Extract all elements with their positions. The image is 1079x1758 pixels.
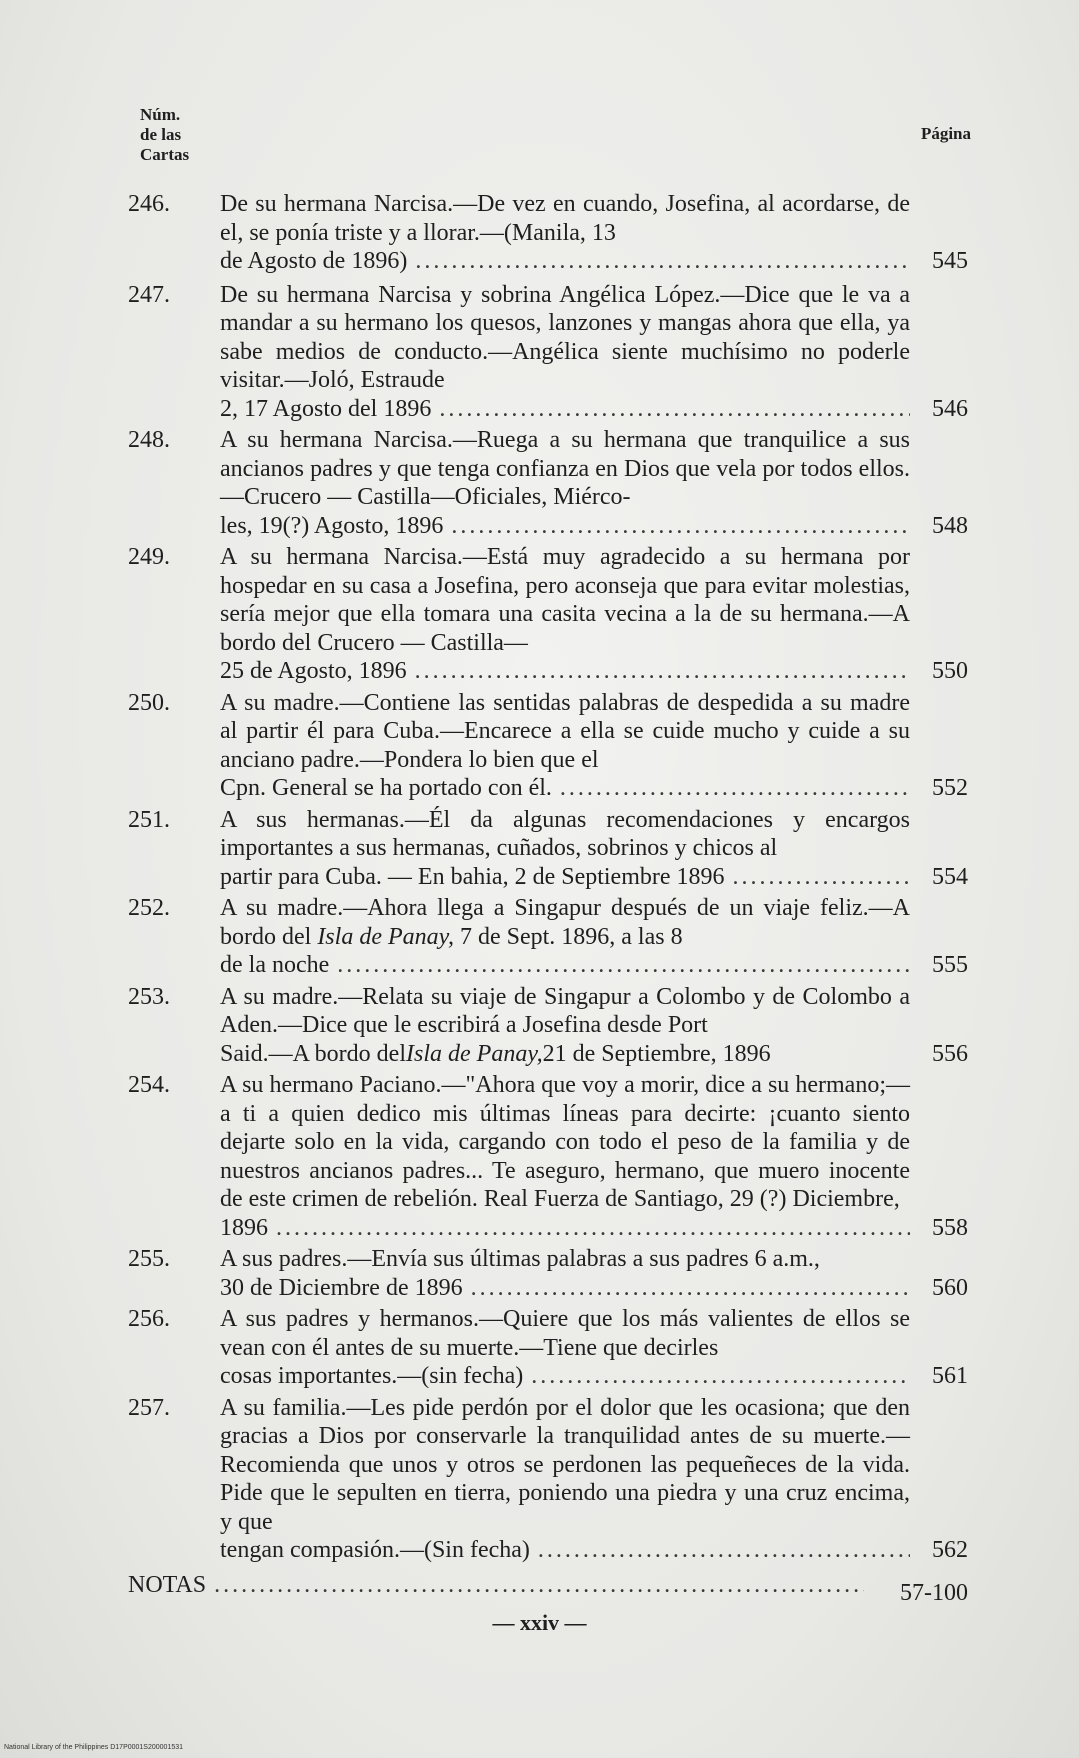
entry-page: 556: [932, 1040, 968, 1067]
column-header-pagina: Página: [920, 124, 971, 143]
entry-page: 548: [932, 512, 968, 539]
entry-page: 558: [932, 1214, 968, 1241]
library-footer: National Library of the Philippines D17P0001S200001531: [4, 1744, 184, 1751]
leader-dots: [733, 863, 910, 892]
entry-number: 246.: [128, 191, 170, 217]
entry-text: A su hermana Narcisa.—Está muy agradecido a su hermana por hospedar en su casa a Josefina, pero aconseja que para evitar molestias, sería mejor que ella tomara una casita vecina a la de su hermana.—A bordo del Crucero — Castilla—: [220, 544, 910, 656]
header-de-las: de las: [140, 125, 182, 144]
leader-dots: [451, 512, 910, 541]
toc-entry-253: [128, 983, 968, 1069]
page-number: — xxiv —: [492, 1610, 587, 1635]
entry-number: 251.: [128, 806, 170, 833]
entry-number: 249.: [128, 544, 170, 570]
entry-text-last: 30 de Diciembre de 1896: [220, 1274, 463, 1301]
toc-entry-notas: [128, 1571, 968, 1606]
entry-number: 252.: [128, 895, 170, 921]
entry-page: 555: [932, 952, 968, 978]
entry-text: A su madre.—Relata su viaje de Singapur a Colombo y de Colombo a Aden.—Dice que le escribirá a Josefina desde Port: [220, 983, 910, 1038]
entry-number: 254.: [128, 1072, 170, 1098]
notes-label: NOTAS: [128, 1571, 207, 1598]
entry-page: 552: [932, 775, 968, 801]
leader-dots: [531, 1362, 910, 1391]
toc-entry-246: [128, 190, 968, 276]
leader-dots: [415, 657, 910, 686]
entry-text: A su hermano Paciano.—"Ahora que voy a morir, dice a su hermano;—a ti a quien dedico mis últimas líneas para decirte: ¡cuanto siento dejarte solo en la vida, cargando con todo el peso de la familia y de nuestros ancianos padres... Te aseguro, hermano, que muero inocente de este crimen de rebelión. Real Fuerza de Santiago, 29 (?) Diciembre,: [220, 1072, 910, 1212]
entry-text: De su hermana Narcisa y sobrina Angélica López.—Dice que le va a mandar a su hermano los quesos, lanzones y mangas ahora que ella, ya sabe medios de conducto.—Angélica siente muchísimo no poderle visitar.—Joló, Estraude: [220, 281, 910, 393]
entry-text-last: cosas importantes.—(sin fecha): [220, 1363, 524, 1389]
entry-number: 256.: [128, 1306, 170, 1332]
toc-entry-255: [128, 1245, 968, 1302]
entry-page: 560: [932, 1274, 968, 1301]
entry-text-b: 7 de Sept. 1896, a las 8: [453, 923, 683, 950]
leader-dots: [214, 1571, 864, 1600]
entry-text-last: 25 de Agosto, 1896: [220, 658, 407, 684]
leader-dots: [471, 1274, 910, 1303]
entry-text-last: partir para Cuba. — En bahia, 2 de Septiembre 1896: [220, 863, 725, 890]
entry-text-last: tengan compasión.—(Sin fecha): [220, 1537, 530, 1563]
table-of-contents: [128, 190, 968, 1606]
entry-text-last: Cpn. General se ha portado con él.: [220, 775, 552, 801]
entry-number: 253.: [128, 983, 170, 1010]
entry-text: A su familia.—Les pide perdón por el dolor que les ocasiona; que den gracias a Dios por conservarle la tranquilidad antes de su muerte.—Recomienda que unos y otros se perdonen las pequeñeces de la vida. Pide que le sepulten en tierra, poniendo una piedra y una cruz encima, y que: [220, 1394, 910, 1535]
entry-text: A sus padres.—Envía sus últimas palabras a sus padres 6 a.m.,: [220, 1246, 820, 1272]
entry-text: A sus hermanas.—Él da algunas recomendaciones y encargos importantes a sus hermanas, cuñados, sobrinos y chicos al: [220, 806, 910, 861]
entry-text-last-b: 21 de Septiembre, 1896: [542, 1040, 771, 1067]
ship-name: Isla de Panay,: [406, 1040, 543, 1067]
toc-entry-250: [128, 689, 968, 803]
leader-dots: [276, 1214, 910, 1243]
entry-text-last: 1896: [220, 1214, 268, 1241]
entry-page: 562: [932, 1537, 968, 1563]
column-header-cartas: [140, 105, 189, 165]
entry-text: A su hermana Narcisa.—Ruega a su hermana que tranquilice a sus ancianos padres y que tenga confianza en Dios que vela por todos ellos.—Crucero — Castilla—Oficiales, Miérco-: [220, 427, 910, 510]
entry-text: A sus padres y hermanos.—Quiere que los más valientes de ellos se vean con él antes de su muerte.—Tiene que decirles: [220, 1306, 910, 1361]
entry-text: A su madre.—Contiene las sentidas palabras de despedida a su madre al partir él para Cuba.—Encarece a ella se cuide mucho y cuide a su anciano padre.—Pondera lo bien que el: [220, 689, 910, 773]
leader-dots: [439, 395, 910, 424]
entry-text-last: les, 19(?) Agosto, 1896: [220, 512, 444, 539]
toc-entry-257: [128, 1394, 968, 1565]
entry-number: 247.: [128, 281, 170, 308]
header-num: Núm.: [140, 105, 181, 124]
entry-page: 546: [932, 395, 968, 422]
entry-page: 550: [932, 658, 968, 684]
entry-number: 255.: [128, 1246, 170, 1272]
toc-entry-254: [128, 1071, 968, 1242]
toc-entry-247: [128, 281, 968, 424]
leader-dots: [415, 247, 910, 276]
entry-text-a: A su madre.—Ahora llega a Singapur después de un viaje feliz.—A bordo del: [220, 895, 910, 950]
entry-page: 554: [932, 863, 968, 890]
entry-text-last: de Agosto de 1896): [220, 248, 408, 274]
ship-name: Isla de Panay,: [317, 923, 454, 950]
entry-text-last-a: Said.—A bordo del: [220, 1040, 406, 1067]
toc-entry-256: [128, 1305, 968, 1391]
entry-page: 545: [932, 248, 968, 274]
leader-dots: [560, 774, 910, 803]
entry-text-last: de la noche: [220, 952, 330, 978]
toc-entry-249: [128, 543, 968, 686]
entry-text: De su hermana Narcisa.—De vez en cuando, Josefina, al acordarse, de el, se ponía triste y a llorar.—(Manila, 13: [220, 191, 910, 246]
header-cartas: Cartas: [140, 145, 190, 164]
entry-number: 250.: [128, 689, 170, 716]
entry-page: 561: [932, 1363, 968, 1389]
entry-number: 257.: [128, 1394, 170, 1421]
leader-dots: [337, 951, 910, 980]
entry-number: 248.: [128, 427, 170, 453]
toc-entry-252: [128, 894, 968, 980]
entry-text-last: 2, 17 Agosto del 1896: [220, 395, 432, 422]
toc-entry-248: [128, 426, 968, 540]
leader-dots: [538, 1536, 910, 1565]
entry-text: [220, 894, 910, 951]
notes-page: 57-100: [900, 1579, 968, 1606]
toc-entry-251: [128, 806, 968, 892]
